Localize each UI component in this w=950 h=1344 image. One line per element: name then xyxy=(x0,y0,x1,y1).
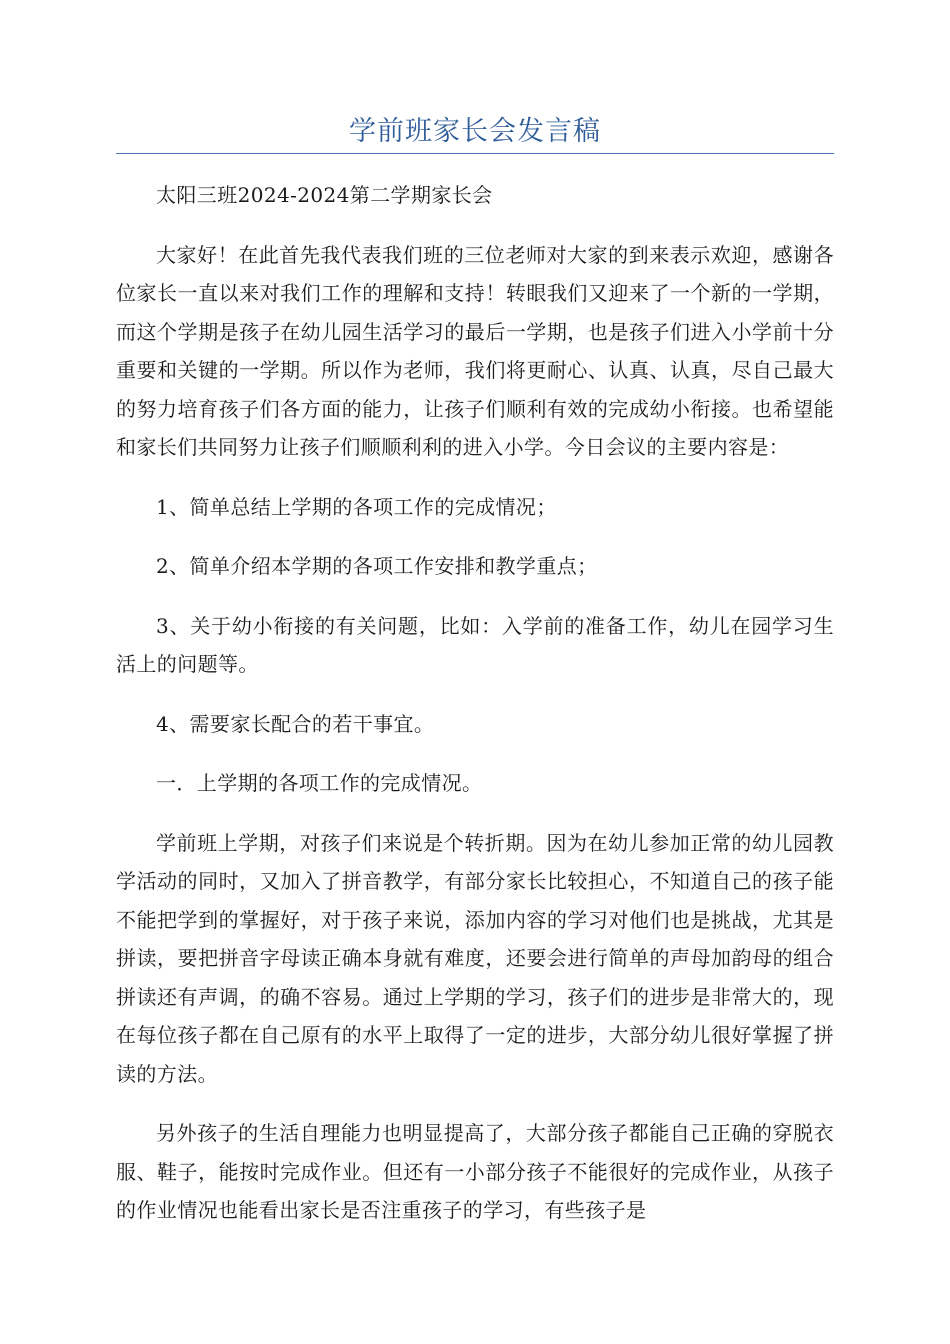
paragraph-section-heading: 一．上学期的各项工作的完成情况。 xyxy=(156,771,483,795)
paragraph-agenda-1: 1、简单总结上学期的各项工作的完成情况； xyxy=(156,494,557,519)
paragraph-last-semester: 学前班上学期，对孩子们来说是个转折期。因为在幼儿参加正常的幼儿园教学活动的同时，又加入了拼音教学，有部分家长比较担心，不知道自己的孩子能不能把学到的掌握好，对于孩子来说，添加内容的学习对他们也是挑战，尤其是拼读，要把拼音字母读正确本身就有难度，还要会进行简单的声母加韵母的组合拼读还有声调，的确不容易。通过上学期的学习，孩子们的进步是非常大的，现在每位孩子都在自己原有的水平上取得了一定的进步，大部分幼儿很好掌握了拼读的方法。 xyxy=(116,830,834,1086)
paragraph-agenda-4: 4、需要家长配合的若干事宜。 xyxy=(156,711,435,736)
title-underline xyxy=(116,153,834,154)
paragraph-class-heading: 太阳三班2024-2024第二学期家长会 xyxy=(156,183,493,207)
paragraph-agenda-2: 2、简单介绍本学期的各项工作安排和教学重点； xyxy=(156,554,598,578)
paragraph-agenda-3: 3、关于幼小衔接的有关问题，比如：入学前的准备工作，幼儿在园学习生活上的问题等。 xyxy=(116,613,834,676)
document-body xyxy=(116,176,834,1251)
page-title: 学前班家长会发言稿 xyxy=(349,116,601,147)
paragraph-self-care: 另外孩子的生活自理能力也明显提高了，大部分孩子都能自己正确的穿脱衣服、鞋子，能按时完成作业。但还有一小部分孩子不能很好的完成作业，从孩子的作业情况也能看出家长是否注重孩子的学习，有些孩子是 xyxy=(116,1121,834,1222)
paragraph-greeting: 大家好！在此首先我代表我们班的三位老师对大家的到来表示欢迎，感谢各位家长一直以来对我们工作的理解和支持！转眼我们又迎来了一个新的一学期，而这个学期是孩子在幼儿园生活学习的最后一学期，也是孩子们进入小学前十分重要和关键的一学期。所以作为老师，我们将更耐心、认真、认真，尽自己最大的努力培育孩子们各方面的能力，让孩子们顺利有效的完成幼小衔接。也希望能和家长们共同努力让孩子们顺顺利利的进入小学。今日会议的主要内容是： xyxy=(116,242,834,459)
